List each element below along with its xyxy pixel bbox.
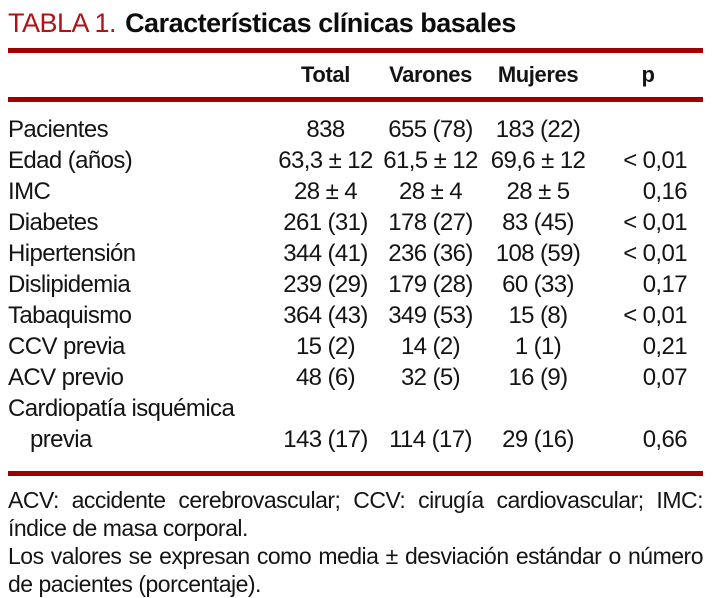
table-row (8, 300, 703, 331)
cell-total: 364 (43) (283, 302, 368, 329)
table-number: TABLA 1. (8, 8, 117, 38)
cell-p: 0,66 (642, 426, 687, 453)
row-label: Cardiopatía isquémica (8, 395, 235, 422)
cell-total: 48 (6) (295, 364, 356, 391)
cell-total: 28 ± 4 (294, 178, 357, 205)
cell-mujeres: 108 (59) (495, 240, 581, 267)
cell-p: 0,17 (642, 271, 687, 298)
cell-total: 344 (41) (283, 240, 368, 267)
cell-varones: 14 (2) (400, 333, 461, 360)
row-label: Diabetes (8, 209, 98, 236)
cell-varones: 179 (28) (388, 271, 473, 298)
row-label: Edad (años) (8, 147, 133, 174)
table-row (8, 207, 703, 238)
row-label: ACV previo (8, 364, 124, 391)
column-header-varones: Varones (389, 62, 472, 87)
footnote-abbreviations: ACV: accidente cerebrovascular; CCV: cirugía cardiovascular; IMC: índice de masa corporal. (8, 487, 703, 541)
cell-varones: 28 ± 4 (399, 178, 462, 205)
table-row (8, 331, 703, 362)
table-row (8, 362, 703, 393)
table-caption: Características clínicas basales (125, 8, 516, 38)
cell-varones: 61,5 ± 12 (383, 147, 478, 174)
cell-mujeres: 16 (9) (508, 364, 568, 391)
table-row (8, 176, 703, 207)
row-label: previa (30, 426, 92, 453)
table-row (8, 114, 703, 145)
cell-p: < 0,01 (623, 240, 687, 267)
cell-p: < 0,01 (623, 147, 687, 174)
divider-bottom (8, 471, 703, 476)
cell-varones: 114 (17) (389, 426, 472, 453)
column-header-mujeres: Mujeres (497, 62, 579, 87)
cell-p: 0,07 (642, 364, 687, 391)
cell-p: 0,21 (642, 333, 687, 360)
cell-total: 239 (29) (283, 271, 368, 298)
footnotes (8, 486, 703, 598)
table-row (8, 145, 703, 176)
row-label: Dislipidemia (8, 271, 131, 298)
cell-varones: 178 (27) (388, 209, 473, 236)
cell-varones: 236 (36) (388, 240, 473, 267)
cell-total: 15 (2) (295, 333, 356, 360)
cell-total: 261 (31) (283, 209, 368, 236)
column-header-p: p (641, 62, 655, 87)
cell-mujeres: 29 (16) (502, 426, 574, 453)
cell-p: 0,16 (642, 178, 687, 205)
cell-mujeres: 183 (22) (495, 116, 581, 143)
column-header-total: Total (301, 62, 350, 87)
cell-mujeres: 69,6 ± 12 (490, 147, 586, 174)
cell-mujeres: 28 ± 5 (506, 178, 570, 205)
table-body (8, 102, 703, 457)
cell-varones: 32 (5) (400, 364, 461, 391)
table-row (8, 238, 703, 269)
row-label: CCV previa (8, 333, 125, 360)
cell-mujeres: 60 (33) (502, 271, 574, 298)
table-row (8, 269, 703, 300)
cell-p: < 0,01 (623, 209, 687, 236)
row-label: IMC (8, 178, 51, 205)
row-label: Hipertensión (8, 240, 136, 267)
column-headers (8, 53, 703, 97)
row-label: Tabaquismo (8, 302, 132, 329)
table-row (8, 393, 703, 424)
cell-p: < 0,01 (623, 302, 687, 329)
cell-varones: 349 (53) (388, 302, 473, 329)
cell-varones: 655 (78) (388, 116, 473, 143)
footnote-values-note: Los valores se expresan como media ± desviación estándar o número de pacientes (porcentaje). (8, 543, 703, 597)
table-row (8, 424, 703, 455)
cell-mujeres: 15 (8) (508, 302, 568, 329)
cell-mujeres: 1 (1) (514, 333, 562, 360)
cell-mujeres: 83 (45) (502, 209, 574, 236)
cell-total: 63,3 ± 12 (278, 147, 373, 174)
table-title (8, 10, 703, 36)
cell-total: 838 (306, 116, 345, 143)
cell-total: 143 (17) (283, 426, 368, 453)
row-label: Pacientes (8, 116, 108, 143)
